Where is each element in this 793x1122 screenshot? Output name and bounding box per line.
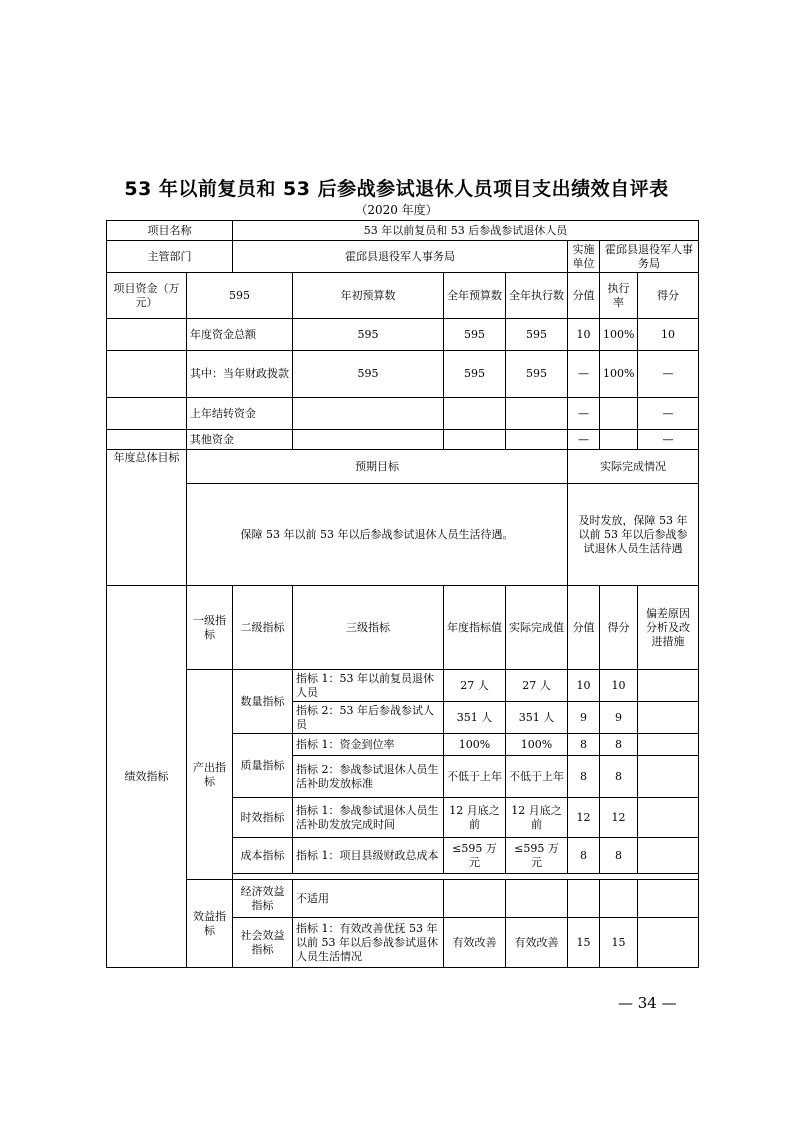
cost-indicator-label: 成本指标 xyxy=(233,838,293,874)
col-full-budget: 全年预算数 xyxy=(444,273,506,319)
col-score: 得分 xyxy=(638,273,699,319)
page-number: — 34 — xyxy=(618,994,677,1012)
table-row xyxy=(107,430,699,450)
indicator-name: 指标 1：资金到位率 xyxy=(293,734,444,756)
fund-cell xyxy=(600,430,638,450)
indicator-deviation xyxy=(638,918,699,968)
table-row xyxy=(107,273,699,319)
fund-cell xyxy=(506,430,568,450)
fund-row-label: 上年结转资金 xyxy=(187,398,293,430)
funds-spacer xyxy=(107,430,187,450)
header-actual: 实际完成值 xyxy=(506,586,568,670)
indicator-score-value: 10 xyxy=(568,670,600,702)
funds-amount: 595 xyxy=(187,273,293,319)
header-target: 年度指标值 xyxy=(444,586,506,670)
fund-cell: — xyxy=(638,430,699,450)
table-row xyxy=(107,319,699,351)
indicator-deviation xyxy=(638,734,699,756)
fund-row-label: 其中：当年财政拨款 xyxy=(187,351,293,398)
indicator-name: 指标 1：有效改善优抚 53 年以前 53 年以后参战参试退休人员生活情况 xyxy=(293,918,444,968)
fund-cell: — xyxy=(568,430,600,450)
indicator-target: 不低于上年 xyxy=(444,756,506,798)
col-score-value: 分值 xyxy=(568,273,600,319)
indicator-deviation xyxy=(638,702,699,734)
table-row xyxy=(107,351,699,398)
timeliness-indicator-label: 时效指标 xyxy=(233,798,293,838)
table-row xyxy=(107,880,699,918)
indicator-actual: 12 月底之前 xyxy=(506,798,568,838)
fund-cell: 595 xyxy=(444,319,506,351)
page-subtitle: （2020 年度） xyxy=(355,203,438,217)
indicator-actual: 100% xyxy=(506,734,568,756)
fund-cell xyxy=(444,398,506,430)
indicator-name: 指标 1：参战参试退休人员生活补助发放完成时间 xyxy=(293,798,444,838)
impl-unit-label: 实施单位 xyxy=(568,241,600,273)
fund-cell: 10 xyxy=(638,319,699,351)
fund-cell: 595 xyxy=(293,319,444,351)
fund-cell: — xyxy=(568,398,600,430)
indicator-name: 指标 1：项目县级财政总成本 xyxy=(293,838,444,874)
indicator-score-value: 9 xyxy=(568,702,600,734)
indicator-name: 不适用 xyxy=(293,880,444,918)
indicator-actual: 351 人 xyxy=(506,702,568,734)
indicator-target: 100% xyxy=(444,734,506,756)
indicator-name: 指标 2：参战参试退休人员生活补助发放标准 xyxy=(293,756,444,798)
indicator-target xyxy=(444,880,506,918)
indicator-score: 10 xyxy=(600,670,638,702)
indicator-deviation xyxy=(638,880,699,918)
fund-row-label: 年度资金总额 xyxy=(187,319,293,351)
indicator-score: 8 xyxy=(600,838,638,874)
indicator-actual: ≤595 万元 xyxy=(506,838,568,874)
fund-cell: 100% xyxy=(600,351,638,398)
quantity-indicator-label: 数量指标 xyxy=(233,670,293,734)
indicator-actual: 27 人 xyxy=(506,670,568,702)
goals-expected: 保障 53 年以前 53 年以后参战参试退休人员生活待遇。 xyxy=(187,484,568,586)
fund-cell xyxy=(293,430,444,450)
fund-cell: — xyxy=(568,351,600,398)
col-exec-rate: 执行率 xyxy=(600,273,638,319)
indicator-deviation xyxy=(638,670,699,702)
funds-label: 项目资金（万元） xyxy=(107,273,187,319)
fund-cell: 595 xyxy=(506,351,568,398)
indicator-name: 指标 2：53 年后参战参试人员 xyxy=(293,702,444,734)
benefit-indicator-label: 效益指标 xyxy=(187,880,233,968)
quality-indicator-label: 质量指标 xyxy=(233,734,293,798)
indicator-target: ≤595 万元 xyxy=(444,838,506,874)
indicator-score: 9 xyxy=(600,702,638,734)
dept-value: 霍邱县退役军人事务局 xyxy=(233,241,568,273)
fund-cell xyxy=(293,398,444,430)
fund-cell: — xyxy=(638,351,699,398)
header-level2: 二级指标 xyxy=(233,586,293,670)
fund-row-label: 其他资金 xyxy=(187,430,293,450)
funds-spacer xyxy=(107,351,187,398)
indicator-score-value: 8 xyxy=(568,734,600,756)
indicator-target: 有效改善 xyxy=(444,918,506,968)
project-name-value: 53 年以前复员和 53 后参战参试退休人员 xyxy=(233,221,699,241)
fund-cell xyxy=(506,398,568,430)
fund-cell: 595 xyxy=(293,351,444,398)
indicator-score-value: 12 xyxy=(568,798,600,838)
fund-cell: 595 xyxy=(444,351,506,398)
project-name-label: 项目名称 xyxy=(107,221,233,241)
page-title: 53 年以前复员和 53 后参战参试退休人员项目支出绩效自评表 xyxy=(124,178,669,200)
goals-actual-header: 实际完成情况 xyxy=(568,450,699,484)
col-initial-budget: 年初预算数 xyxy=(293,273,444,319)
indicator-actual: 有效改善 xyxy=(506,918,568,968)
output-indicator-label: 产出指标 xyxy=(187,670,233,880)
indicator-score: 8 xyxy=(600,756,638,798)
indicator-target: 27 人 xyxy=(444,670,506,702)
fund-cell xyxy=(600,398,638,430)
goals-label: 年度总体目标 xyxy=(107,450,187,586)
indicator-actual: 不低于上年 xyxy=(506,756,568,798)
goals-expected-header: 预期目标 xyxy=(187,450,568,484)
table-row xyxy=(107,586,699,670)
indicator-target: 12 月底之前 xyxy=(444,798,506,838)
fund-cell: — xyxy=(638,398,699,430)
performance-label: 绩效指标 xyxy=(107,586,187,968)
social-indicator-label: 社会效益指标 xyxy=(233,918,293,968)
indicator-name: 指标 1：53 年以前复员退休人员 xyxy=(293,670,444,702)
table-row xyxy=(107,398,699,430)
indicator-score-value: 15 xyxy=(568,918,600,968)
table-row xyxy=(107,484,699,586)
indicator-deviation xyxy=(638,798,699,838)
header-score: 得分 xyxy=(600,586,638,670)
indicator-target: 351 人 xyxy=(444,702,506,734)
fund-cell: 10 xyxy=(568,319,600,351)
fund-cell: 100% xyxy=(600,319,638,351)
fund-cell: 595 xyxy=(506,319,568,351)
indicator-deviation xyxy=(638,838,699,874)
goals-actual: 及时发放，保障 53 年以前 53 年以后参战参试退休人员生活待遇 xyxy=(568,484,699,586)
evaluation-table xyxy=(106,220,699,968)
funds-spacer xyxy=(107,398,187,430)
indicator-deviation xyxy=(638,756,699,798)
impl-unit-value: 霍邱县退役军人事务局 xyxy=(600,241,699,273)
economic-indicator-label: 经济效益指标 xyxy=(233,880,293,918)
indicator-score-value xyxy=(568,880,600,918)
indicator-score: 15 xyxy=(600,918,638,968)
fund-cell xyxy=(444,430,506,450)
table-row xyxy=(107,221,699,241)
indicator-score-value: 8 xyxy=(568,756,600,798)
indicator-score xyxy=(600,880,638,918)
table-row xyxy=(107,241,699,273)
table-row xyxy=(107,450,699,484)
header-level1: 一级指标 xyxy=(187,586,233,670)
header-deviation: 偏差原因分析及改进措施 xyxy=(638,586,699,670)
funds-spacer xyxy=(107,319,187,351)
indicator-score: 12 xyxy=(600,798,638,838)
col-full-exec: 全年执行数 xyxy=(506,273,568,319)
table-row xyxy=(107,670,699,702)
indicator-score-value: 8 xyxy=(568,838,600,874)
indicator-score: 8 xyxy=(600,734,638,756)
indicator-actual xyxy=(506,880,568,918)
header-level3: 三级指标 xyxy=(293,586,444,670)
header-score-value: 分值 xyxy=(568,586,600,670)
dept-label: 主管部门 xyxy=(107,241,233,273)
